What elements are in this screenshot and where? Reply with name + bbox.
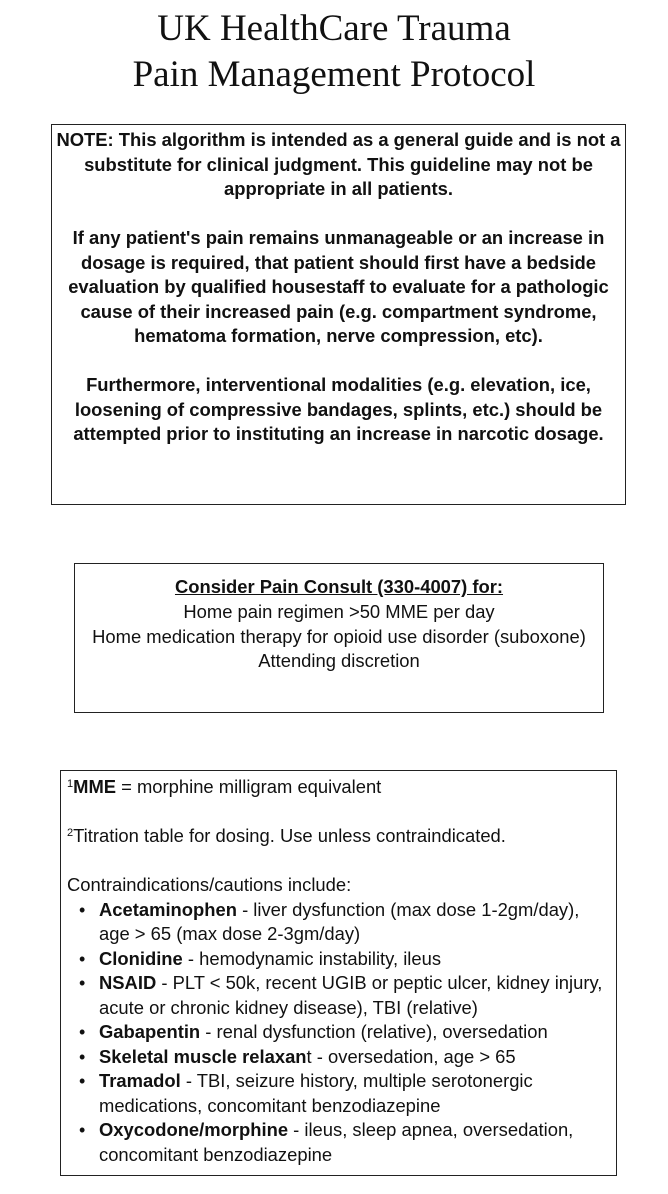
disclaimer-note-box xyxy=(51,124,626,505)
titration-text: Titration table for dosing. Use unless contraindicated. xyxy=(73,825,506,846)
drug-caution: - oversedation, age > 65 xyxy=(311,1045,516,1067)
consult-criterion: Attending discretion xyxy=(258,650,420,672)
drug-caution: - renal dysfunction (relative), oversedation xyxy=(200,1021,548,1042)
list-item xyxy=(99,971,610,1020)
list-item xyxy=(99,1118,610,1167)
drug-caution: - liver dysfunction (max dose 1-2gm/day), age > 65 (max dose 2-3gm/day) xyxy=(99,898,580,944)
note-paragraph-1: NOTE: This algorithm is intended as a general guide and is not a substitute for clinical judgment. This guideline may not be appropriate in all patients. xyxy=(56,129,621,199)
drug-name: Skeletal muscle relaxan xyxy=(99,1045,307,1067)
contraindications-heading: Contraindications/cautions include: xyxy=(67,874,352,895)
list-item xyxy=(99,947,610,972)
note-paragraph-2: If any patient's pain remains unmanageable or an increase in dosage is required, that patient should first have a bedside evaluation by qualified housestaff to evaluate for a pathologic cause of their increased pain (e.g. compartment syndrome, hematoma formation, nerve compression, etc). xyxy=(68,227,609,346)
consult-criterion: Home pain regimen >50 MME per day xyxy=(183,600,495,622)
list-item xyxy=(99,898,610,947)
mme-definition: = morphine milligram equivalent xyxy=(116,776,382,797)
title-line-2: Pain Management Protocol xyxy=(132,54,536,95)
contraindications-list xyxy=(67,898,610,1168)
drug-name: Tramadol xyxy=(99,1070,181,1091)
drug-caution: - ileus, sleep apnea, oversedation, concomitant benzodiazepine xyxy=(99,1119,574,1165)
page-title xyxy=(0,6,668,98)
drug-caution: - PLT < 50k, recent UGIB or peptic ulcer, kidney injury, acute or chronic kidney disease), TBI (relative) xyxy=(99,972,603,1018)
list-item xyxy=(99,1045,610,1070)
list-item xyxy=(99,1069,610,1118)
drug-caution: - TBI, seizure history, multiple serotonergic medications, concomitant benzodiazepine xyxy=(99,1070,533,1116)
drug-name: Clonidine xyxy=(99,947,183,969)
title-line-1: UK HealthCare Trauma xyxy=(157,8,511,49)
drug-name-suffix: t xyxy=(306,1045,312,1067)
list-item xyxy=(99,1020,610,1045)
mme-footnote xyxy=(67,775,610,800)
consult-criterion: Home medication therapy for opioid use disorder (suboxone) xyxy=(92,625,586,647)
footnote-marker: 1 xyxy=(67,778,74,790)
drug-name: Oxycodone/morphine xyxy=(99,1119,289,1140)
pain-consult-heading: Consider Pain Consult (330-4007) for: xyxy=(174,576,504,597)
note-paragraph-3: Furthermore, interventional modalities (e.g. elevation, ice, loosening of compressive bandages, splints, etc.) should be attempted prior to instituting an increase in narcotic dosage. xyxy=(73,374,604,444)
drug-name: Gabapentin xyxy=(99,1021,201,1042)
footnote-marker: 2 xyxy=(67,827,74,839)
mme-term: MME xyxy=(73,776,117,797)
drug-name: NSAID xyxy=(99,972,157,993)
drug-name: Acetaminophen xyxy=(99,898,237,920)
footnotes-legend-box xyxy=(60,770,617,1176)
pain-consult-box xyxy=(74,563,604,713)
titration-footnote xyxy=(67,824,610,849)
drug-caution: - hemodynamic instability, ileus xyxy=(182,947,442,969)
